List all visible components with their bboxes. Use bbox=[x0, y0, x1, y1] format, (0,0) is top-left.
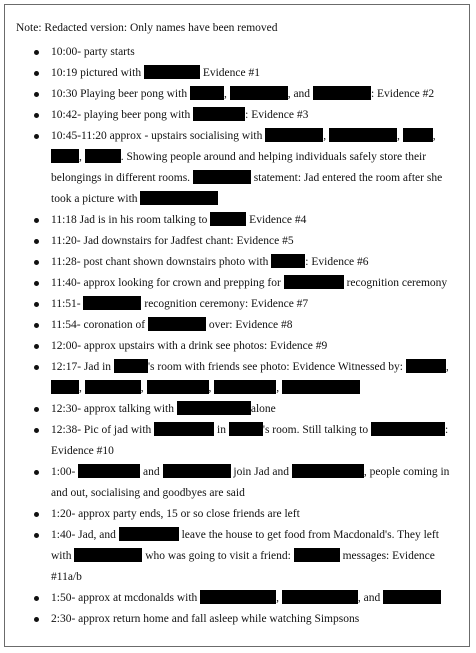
entry-text: : Evidence #3 bbox=[245, 109, 309, 121]
redaction-bar bbox=[74, 548, 142, 562]
timeline-entry bbox=[5, 231, 469, 252]
entry-text: join Jad and bbox=[230, 466, 292, 478]
redaction-bar bbox=[403, 128, 433, 142]
entry-text: in bbox=[214, 424, 229, 436]
redaction-bar bbox=[147, 380, 209, 394]
entry-text: 11:51- bbox=[51, 298, 84, 310]
entry-text: 11:28- post chant shown downstairs photo with bbox=[51, 256, 272, 268]
entry-text: and bbox=[140, 466, 163, 478]
entry-text: Evidence #1 bbox=[199, 67, 260, 79]
redaction-bar bbox=[190, 86, 224, 100]
entry-text: , bbox=[276, 382, 282, 394]
timeline-entry bbox=[5, 63, 469, 84]
redaction-bar bbox=[85, 380, 141, 394]
entry-text: , bbox=[208, 382, 215, 394]
timeline-entry bbox=[5, 105, 469, 126]
entry-text: , and bbox=[287, 88, 313, 100]
timeline-entry bbox=[5, 252, 469, 273]
redaction-bar bbox=[282, 590, 358, 604]
entry-text: 1:20- approx party ends, 15 or so close friends are left bbox=[51, 508, 300, 520]
entry-text: 11:54- coronation of bbox=[51, 319, 148, 331]
entry-text: 12:38- Pic of jad with bbox=[51, 424, 155, 436]
entry-text: recognition ceremony: Evidence #7 bbox=[141, 298, 309, 310]
redaction-bar bbox=[193, 170, 251, 184]
redaction-bar bbox=[230, 86, 288, 100]
entry-text: , bbox=[79, 382, 85, 394]
entry-text: . Showing people around and helping individuals safely store their belongings in different rooms. bbox=[51, 151, 427, 184]
redaction-bar bbox=[78, 464, 140, 478]
entry-text: , bbox=[223, 88, 230, 100]
redaction-bar bbox=[292, 464, 364, 478]
redaction-bar bbox=[163, 464, 231, 478]
entry-text: 1:00- bbox=[51, 466, 79, 478]
entry-text: 12:17- Jad in bbox=[51, 361, 114, 373]
redaction-bar bbox=[371, 422, 445, 436]
entry-text: , bbox=[396, 130, 403, 142]
entry-text: , people coming in and out, socialising and goodbyes are said bbox=[51, 466, 450, 499]
entry-text: statement: Jad entered the room after she took a picture with bbox=[51, 172, 443, 205]
entry-text: , bbox=[276, 592, 282, 604]
timeline-list bbox=[5, 42, 469, 630]
redaction-bar bbox=[154, 422, 214, 436]
redaction-bar bbox=[51, 149, 79, 163]
entry-text: 10:19 pictured with bbox=[51, 67, 144, 79]
document-page bbox=[4, 4, 470, 647]
timeline-entry bbox=[5, 399, 469, 420]
redaction-bar bbox=[271, 254, 305, 268]
redaction-bar bbox=[383, 590, 441, 604]
timeline-entry bbox=[5, 420, 469, 462]
entry-text: 11:20- Jad downstairs for Jadfest chant: Evidence #5 bbox=[51, 235, 294, 247]
entry-text: , bbox=[79, 151, 85, 163]
timeline-entry bbox=[5, 273, 469, 294]
redaction-bar bbox=[177, 401, 251, 415]
redaction-bar bbox=[284, 275, 344, 289]
timeline-entry bbox=[5, 42, 469, 63]
redaction-note: Note: Redacted version: Only names have been removed bbox=[16, 22, 278, 34]
entry-text: 10:45-11:20 approx - upstairs socialising with bbox=[51, 130, 266, 142]
entry-text: 's room with friends see photo: Evidence Witnessed by: bbox=[147, 361, 406, 373]
redaction-bar bbox=[140, 191, 218, 205]
entry-text: messages: Evidence #11a/b bbox=[51, 550, 435, 583]
timeline-entry bbox=[5, 126, 469, 210]
timeline-entry bbox=[5, 504, 469, 525]
redaction-bar bbox=[85, 149, 121, 163]
timeline-entry bbox=[5, 336, 469, 357]
redaction-bar bbox=[148, 317, 206, 331]
entry-text: leave the house to get food from Macdonald's. They left with bbox=[51, 529, 439, 562]
entry-text: 's room. Still talking to bbox=[262, 424, 372, 436]
timeline-entry bbox=[5, 84, 469, 105]
redaction-bar bbox=[294, 548, 340, 562]
entry-text: , bbox=[140, 382, 147, 394]
entry-text: , bbox=[432, 130, 436, 142]
timeline-entry bbox=[5, 210, 469, 231]
redaction-bar bbox=[282, 380, 360, 394]
entry-text: 11:40- approx looking for crown and prepping for bbox=[51, 277, 284, 289]
entry-text: 1:40- Jad, and bbox=[51, 529, 119, 541]
timeline-entry bbox=[5, 357, 469, 399]
timeline-entry bbox=[5, 588, 469, 609]
entry-text: 10:42- playing beer pong with bbox=[51, 109, 194, 121]
entry-text: Evidence #4 bbox=[246, 214, 307, 226]
entry-text: : Evidence #2 bbox=[370, 88, 435, 100]
redaction-bar bbox=[144, 65, 200, 79]
entry-text: 1:50- approx at mcdonalds with bbox=[51, 592, 201, 604]
redaction-bar bbox=[200, 590, 276, 604]
redaction-bar bbox=[406, 359, 446, 373]
redaction-bar bbox=[329, 128, 397, 142]
entry-text: alone bbox=[250, 403, 276, 415]
timeline-entry bbox=[5, 294, 469, 315]
entry-text: 2:30- approx return home and fall asleep while watching Simpsons bbox=[51, 613, 360, 625]
entry-text: who was going to visit a friend: bbox=[142, 550, 294, 562]
entry-text: 11:18 Jad is in his room talking to bbox=[51, 214, 211, 226]
redaction-bar bbox=[214, 380, 276, 394]
entry-text: recognition ceremony bbox=[343, 277, 448, 289]
entry-text: : Evidence #10 bbox=[51, 424, 449, 457]
entry-text: , and bbox=[357, 592, 384, 604]
redaction-bar bbox=[210, 212, 246, 226]
entry-text: 12:00- approx upstairs with a drink see photos: Evidence #9 bbox=[51, 340, 328, 352]
entry-text: , bbox=[323, 130, 329, 142]
redaction-bar bbox=[119, 527, 179, 541]
timeline-entry bbox=[5, 315, 469, 336]
entry-text: over: Evidence #8 bbox=[205, 319, 293, 331]
entry-text: : Evidence #6 bbox=[305, 256, 369, 268]
redaction-bar bbox=[193, 107, 245, 121]
timeline-entry bbox=[5, 609, 469, 630]
redaction-bar bbox=[51, 380, 79, 394]
redaction-bar bbox=[265, 128, 323, 142]
entry-text: 10:00- party starts bbox=[51, 46, 135, 58]
entry-text: 12:30- approx talking with bbox=[51, 403, 177, 415]
entry-text: 10:30 Playing beer pong with bbox=[51, 88, 190, 100]
timeline-entry bbox=[5, 525, 469, 588]
redaction-bar bbox=[313, 86, 371, 100]
redaction-bar bbox=[229, 422, 263, 436]
redaction-bar bbox=[114, 359, 148, 373]
timeline-entry bbox=[5, 462, 469, 504]
redaction-bar bbox=[83, 296, 141, 310]
entry-text: , bbox=[445, 361, 449, 373]
